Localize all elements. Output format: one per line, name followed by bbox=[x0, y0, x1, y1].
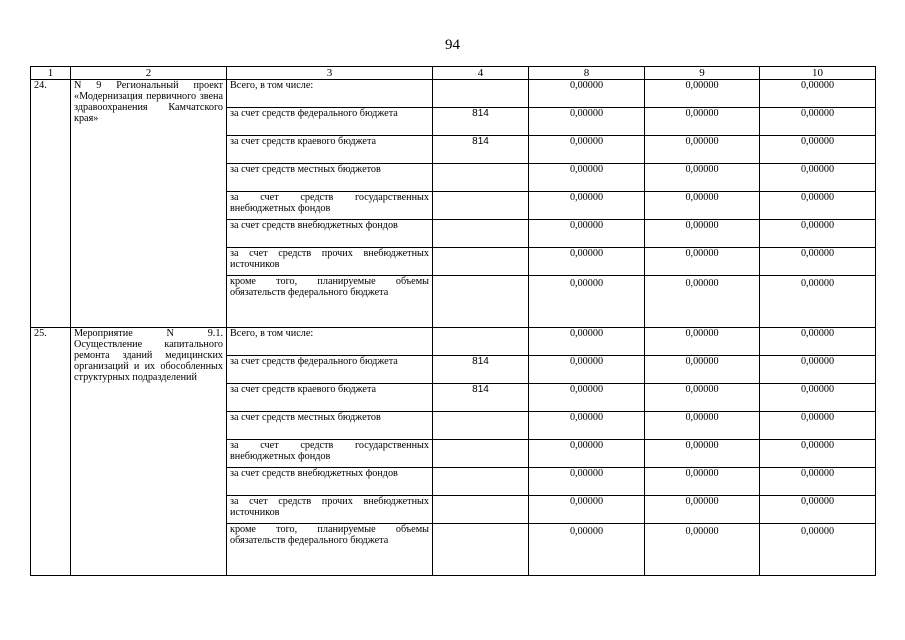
amount-10: 0,00000 bbox=[760, 80, 876, 108]
budget-code bbox=[433, 412, 529, 440]
page-number: 94 bbox=[445, 37, 460, 53]
funding-source: за счет средств прочих внебюджетных источников bbox=[227, 248, 433, 276]
amount-9: 0,00000 bbox=[645, 276, 760, 328]
budget-code bbox=[433, 80, 529, 108]
amount-9: 0,00000 bbox=[645, 412, 760, 440]
funding-source: за счет средств федерального бюджета bbox=[227, 108, 433, 136]
amount-10: 0,00000 bbox=[760, 356, 876, 384]
budget-code: 814 bbox=[433, 356, 529, 384]
funding-source: за счет средств государственных внебюджетных фондов bbox=[227, 192, 433, 220]
budget-code bbox=[433, 164, 529, 192]
amount-10: 0,00000 bbox=[760, 328, 876, 356]
budget-code bbox=[433, 440, 529, 468]
funding-source: за счет средств внебюджетных фондов bbox=[227, 468, 433, 496]
column-header: 9 bbox=[645, 67, 760, 80]
amount-9: 0,00000 bbox=[645, 328, 760, 356]
column-header: 2 bbox=[71, 67, 227, 80]
amount-8: 0,00000 bbox=[529, 80, 645, 108]
budget-code: 814 bbox=[433, 136, 529, 164]
amount-10: 0,00000 bbox=[760, 384, 876, 412]
column-header: 8 bbox=[529, 67, 645, 80]
table-row bbox=[31, 328, 876, 356]
amount-9: 0,00000 bbox=[645, 80, 760, 108]
column-header: 1 bbox=[31, 67, 71, 80]
funding-source: за счет средств прочих внебюджетных источников bbox=[227, 496, 433, 524]
amount-9: 0,00000 bbox=[645, 384, 760, 412]
amount-9: 0,00000 bbox=[645, 248, 760, 276]
budget-table bbox=[30, 66, 876, 576]
amount-8: 0,00000 bbox=[529, 440, 645, 468]
amount-10: 0,00000 bbox=[760, 192, 876, 220]
amount-10: 0,00000 bbox=[760, 496, 876, 524]
funding-source: за счет средств государственных внебюджетных фондов bbox=[227, 440, 433, 468]
budget-code: 814 bbox=[433, 384, 529, 412]
column-header: 3 bbox=[227, 67, 433, 80]
column-header: 4 bbox=[433, 67, 529, 80]
amount-9: 0,00000 bbox=[645, 496, 760, 524]
item-title: N 9 Региональный проект «Модернизация первичного звена здравоохранения Камчатского края» bbox=[71, 80, 227, 328]
amount-10: 0,00000 bbox=[760, 524, 876, 576]
amount-9: 0,00000 bbox=[645, 136, 760, 164]
table-row bbox=[31, 80, 876, 108]
amount-10: 0,00000 bbox=[760, 440, 876, 468]
item-title: Мероприятие N 9.1. Осуществление капитального ремонта зданий медицинских организаций и их обособленных структурных подразделений bbox=[71, 328, 227, 576]
budget-code bbox=[433, 192, 529, 220]
amount-8: 0,00000 bbox=[529, 108, 645, 136]
budget-code bbox=[433, 328, 529, 356]
amount-8: 0,00000 bbox=[529, 328, 645, 356]
amount-10: 0,00000 bbox=[760, 276, 876, 328]
amount-10: 0,00000 bbox=[760, 164, 876, 192]
amount-9: 0,00000 bbox=[645, 192, 760, 220]
amount-10: 0,00000 bbox=[760, 412, 876, 440]
amount-10: 0,00000 bbox=[760, 248, 876, 276]
amount-8: 0,00000 bbox=[529, 468, 645, 496]
funding-source: за счет средств краевого бюджета bbox=[227, 136, 433, 164]
amount-8: 0,00000 bbox=[529, 220, 645, 248]
amount-9: 0,00000 bbox=[645, 356, 760, 384]
amount-8: 0,00000 bbox=[529, 248, 645, 276]
amount-8: 0,00000 bbox=[529, 384, 645, 412]
amount-8: 0,00000 bbox=[529, 356, 645, 384]
item-number: 25. bbox=[31, 328, 71, 576]
amount-8: 0,00000 bbox=[529, 524, 645, 576]
amount-9: 0,00000 bbox=[645, 440, 760, 468]
funding-source: кроме того, планируемые объемы обязательств федерального бюджета bbox=[227, 276, 433, 328]
amount-9: 0,00000 bbox=[645, 108, 760, 136]
amount-8: 0,00000 bbox=[529, 136, 645, 164]
amount-10: 0,00000 bbox=[760, 468, 876, 496]
funding-source: за счет средств краевого бюджета bbox=[227, 384, 433, 412]
amount-8: 0,00000 bbox=[529, 276, 645, 328]
amount-9: 0,00000 bbox=[645, 524, 760, 576]
funding-source: Всего, в том числе: bbox=[227, 328, 433, 356]
budget-code bbox=[433, 276, 529, 328]
funding-source: за счет средств внебюджетных фондов bbox=[227, 220, 433, 248]
budget-code bbox=[433, 248, 529, 276]
funding-source: за счет средств федерального бюджета bbox=[227, 356, 433, 384]
funding-source: за счет средств местных бюджетов bbox=[227, 164, 433, 192]
budget-code bbox=[433, 468, 529, 496]
budget-code bbox=[433, 496, 529, 524]
item-number: 24. bbox=[31, 80, 71, 328]
funding-source: Всего, в том числе: bbox=[227, 80, 433, 108]
amount-10: 0,00000 bbox=[760, 220, 876, 248]
amount-8: 0,00000 bbox=[529, 192, 645, 220]
funding-source: за счет средств местных бюджетов bbox=[227, 412, 433, 440]
amount-10: 0,00000 bbox=[760, 136, 876, 164]
amount-9: 0,00000 bbox=[645, 220, 760, 248]
budget-code bbox=[433, 220, 529, 248]
budget-code bbox=[433, 524, 529, 576]
amount-9: 0,00000 bbox=[645, 468, 760, 496]
amount-8: 0,00000 bbox=[529, 412, 645, 440]
amount-10: 0,00000 bbox=[760, 108, 876, 136]
funding-source: кроме того, планируемые объемы обязательств федерального бюджета bbox=[227, 524, 433, 576]
column-header: 10 bbox=[760, 67, 876, 80]
amount-9: 0,00000 bbox=[645, 164, 760, 192]
header-row bbox=[31, 67, 876, 80]
amount-8: 0,00000 bbox=[529, 496, 645, 524]
budget-code: 814 bbox=[433, 108, 529, 136]
amount-8: 0,00000 bbox=[529, 164, 645, 192]
